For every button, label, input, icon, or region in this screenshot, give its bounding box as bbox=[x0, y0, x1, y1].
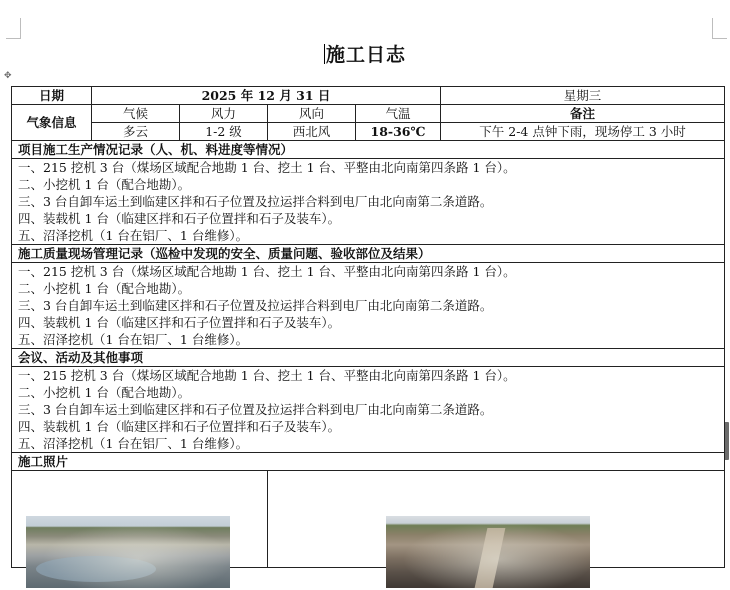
section-body-row bbox=[12, 367, 725, 453]
production-record-body[interactable] bbox=[12, 159, 725, 245]
weather-header-climate: 气候 bbox=[92, 105, 180, 123]
production-record-title: 项目施工生产情况记录（人、机、料进度等情况） bbox=[12, 141, 725, 159]
move-handle-icon[interactable]: ✥ bbox=[4, 71, 12, 81]
construction-photo-2[interactable] bbox=[386, 516, 590, 588]
section-header-row bbox=[12, 245, 725, 263]
construction-log-table bbox=[11, 86, 725, 568]
page-corner-mark-left bbox=[6, 18, 21, 39]
photo-haze bbox=[386, 516, 590, 588]
section-body-row bbox=[12, 263, 725, 349]
text-cursor bbox=[324, 44, 325, 64]
list-item: 一、215 挖机 3 台（煤场区域配合地勘 1 台、挖土 1 台、平整由北向南第四条路 1 台）。 bbox=[18, 160, 516, 175]
quality-record-body[interactable] bbox=[12, 263, 725, 349]
construction-photo-1[interactable] bbox=[26, 516, 230, 588]
page-corner-mark-right bbox=[712, 18, 727, 39]
date-value[interactable]: 2025 年 12 月 31 日 bbox=[92, 87, 441, 105]
weather-header-wind-direction: 风向 bbox=[268, 105, 356, 123]
weather-climate-value[interactable]: 多云 bbox=[92, 123, 180, 141]
weather-remarks-value[interactable]: 下午 2-4 点钟下雨，现场停工 3 小时 bbox=[441, 123, 725, 141]
list-item: 一、215 挖机 3 台（煤场区域配合地勘 1 台、挖土 1 台、平整由北向南第四条路 1 台）。 bbox=[18, 264, 516, 279]
list-item: 二、小挖机 1 台（配合地勘）。 bbox=[18, 177, 191, 192]
weather-label: 气象信息 bbox=[12, 105, 92, 141]
weather-header-wind-force: 风力 bbox=[180, 105, 268, 123]
list-item: 一、215 挖机 3 台（煤场区域配合地勘 1 台、挖土 1 台、平整由北向南第四条路 1 台）。 bbox=[18, 368, 516, 383]
weekday-value[interactable]: 星期三 bbox=[441, 87, 725, 105]
weather-temperature-value[interactable]: 18-36℃ bbox=[356, 123, 441, 141]
list-item: 二、小挖机 1 台（配合地勘）。 bbox=[18, 281, 191, 296]
list-item: 二、小挖机 1 台（配合地勘）。 bbox=[18, 385, 191, 400]
section-header-row bbox=[12, 349, 725, 367]
page-title-text: 施工日志 bbox=[325, 44, 406, 66]
list-item: 五、沼泽挖机（1 台在铝厂、1 台维修）。 bbox=[18, 332, 249, 347]
section-header-row bbox=[12, 453, 725, 471]
date-row bbox=[12, 87, 725, 105]
weather-header-remarks: 备注 bbox=[441, 105, 725, 123]
date-label: 日期 bbox=[12, 87, 92, 105]
section-header-row bbox=[12, 141, 725, 159]
list-item: 五、沼泽挖机（1 台在铝厂、1 台维修）。 bbox=[18, 228, 249, 243]
weather-header-row bbox=[12, 105, 725, 123]
photos-title: 施工照片 bbox=[12, 453, 725, 471]
list-item: 三、3 台自卸车运土到临建区拌和石子位置及拉运拌合料到电厂由北向南第二条道路。 bbox=[18, 298, 493, 313]
photo-haze bbox=[26, 516, 230, 588]
list-item: 三、3 台自卸车运土到临建区拌和石子位置及拉运拌合料到电厂由北向南第二条道路。 bbox=[18, 402, 493, 417]
meetings-title: 会议、活动及其他事项 bbox=[12, 349, 725, 367]
page-title[interactable] bbox=[0, 40, 730, 67]
list-item: 三、3 台自卸车运土到临建区拌和石子位置及拉运拌合料到电厂由北向南第二条道路。 bbox=[18, 194, 493, 209]
weather-wind-direction-value[interactable]: 西北风 bbox=[268, 123, 356, 141]
meetings-body[interactable] bbox=[12, 367, 725, 453]
weather-wind-force-value[interactable]: 1-2 级 bbox=[180, 123, 268, 141]
quality-record-title: 施工质量现场管理记录（巡检中发现的安全、质量问题、验收部位及结果） bbox=[12, 245, 725, 263]
weather-header-temperature: 气温 bbox=[356, 105, 441, 123]
list-item: 四、装载机 1 台（临建区拌和石子位置拌和石子及装车）。 bbox=[18, 315, 341, 330]
list-item: 五、沼泽挖机（1 台在铝厂、1 台维修）。 bbox=[18, 436, 249, 451]
list-item: 四、装载机 1 台（临建区拌和石子位置拌和石子及装车）。 bbox=[18, 419, 341, 434]
section-body-row bbox=[12, 159, 725, 245]
list-item: 四、装载机 1 台（临建区拌和石子位置拌和石子及装车）。 bbox=[18, 211, 341, 226]
weather-value-row bbox=[12, 123, 725, 141]
